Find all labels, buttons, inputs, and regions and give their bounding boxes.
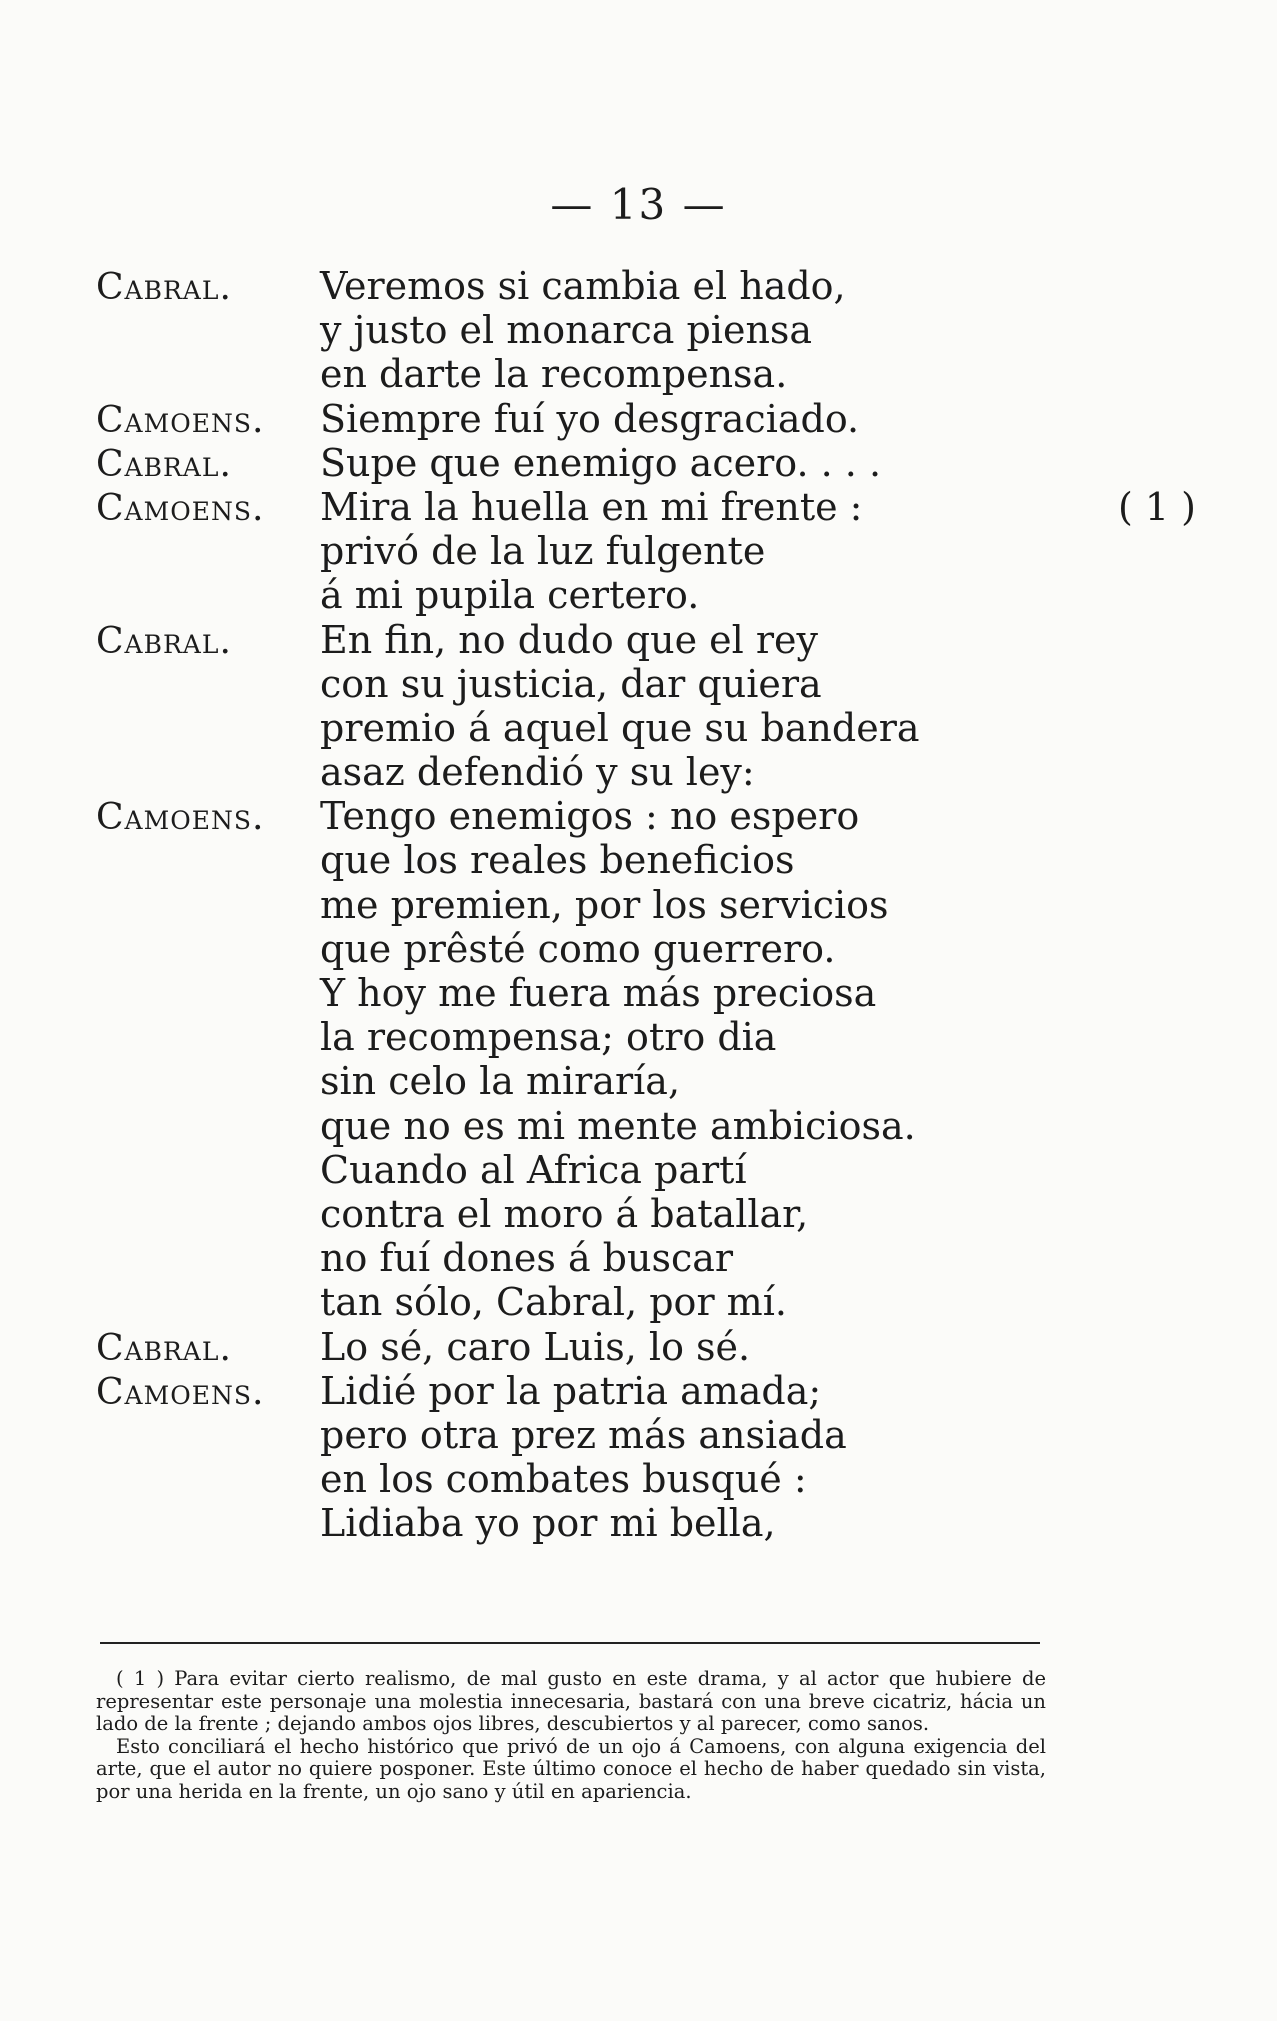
- verse-line: no fuí dones á buscar: [320, 1236, 734, 1281]
- footnotes: [96, 1668, 1046, 1803]
- footnote-1-continuation: Esto conciliará el hecho histórico que privó de un ojo á Camoens, con alguna exigencia del arte, que el autor no quiere posponer. Este último conoce el hecho de haber quedado sin vista, por una herida en la frente, un ojo sano y útil en apariencia.: [96, 1734, 1046, 1803]
- dialogue-line: [96, 794, 1196, 838]
- speaker-name: Camoens.: [96, 797, 265, 839]
- dialogue-line: [96, 706, 1196, 750]
- verse-line: que prêsté como guerrero.: [320, 926, 836, 971]
- dialogue-line: [96, 1369, 1196, 1413]
- speaker-name: Cabral.: [96, 443, 232, 485]
- verse-line: en darte la recompensa.: [320, 352, 788, 397]
- verse-line: Cuando al Africa partí: [320, 1147, 747, 1192]
- verse-line: Supe que enemigo acero. . . .: [320, 440, 882, 485]
- dialogue-line: [96, 397, 1196, 441]
- verse-line: contra el moro á batallar,: [320, 1191, 809, 1236]
- dialogue-line: [96, 485, 1196, 529]
- dialogue-line: [96, 1280, 1196, 1324]
- verse-line: Veremos si cambia el hado,: [320, 264, 846, 308]
- speaker-name: Camoens.: [96, 399, 265, 441]
- dialogue-line: [96, 529, 1196, 573]
- dialogue-line: [96, 573, 1196, 617]
- dialogue-line: [96, 1413, 1196, 1457]
- dialogue-line: [96, 927, 1196, 971]
- verse-line: que los reales beneficios: [320, 838, 795, 883]
- verse-line: Mira la huella en mi frente :: [320, 484, 863, 529]
- verse-line: en los combates busqué :: [320, 1457, 807, 1502]
- dialogue-line: [96, 1148, 1196, 1192]
- speaker-name: Camoens.: [96, 1371, 265, 1413]
- dialogue-line: [96, 441, 1196, 485]
- dialogue-line: [96, 1015, 1196, 1059]
- verse-line: que no es mi mente ambiciosa.: [320, 1103, 916, 1148]
- dialogue-line: [96, 264, 1196, 308]
- speaker-name: Cabral.: [96, 620, 232, 662]
- dialogue-line: [96, 971, 1196, 1015]
- speaker-name: Camoens.: [96, 487, 265, 529]
- page-number: — 13 —: [550, 180, 727, 229]
- dialogue-line: [96, 1104, 1196, 1148]
- dialogue-line: [96, 838, 1196, 882]
- dialogue-line: [96, 1501, 1196, 1545]
- dialogue-line: [96, 1192, 1196, 1236]
- verse-line: y justo el monarca piensa: [320, 308, 813, 353]
- speaker-name: Cabral.: [96, 1327, 232, 1369]
- speaker-name: Cabral.: [96, 267, 232, 308]
- verse-line: privó de la luz fulgente: [320, 529, 766, 574]
- verse-line: sin celo la miraría,: [320, 1059, 681, 1104]
- footnote-1: ( 1 ) Para evitar cierto realismo, de mal gusto en este drama, y al actor que hubiere de representar este personaje una molestia innecesaria, bastará con una breve cicatriz, hácia un lado de la frente ; dejando ambos ojos libres, descubiertos y al parecer, como sanos.: [96, 1667, 1046, 1735]
- dialogue: [96, 264, 1196, 1545]
- verse-line: Siempre fuí yo desgraciado.: [320, 396, 860, 441]
- footnote-reference: ( 1 ): [1118, 484, 1196, 529]
- dialogue-line: [96, 1325, 1196, 1369]
- dialogue-line: [96, 883, 1196, 927]
- dialogue-line: [96, 308, 1196, 352]
- verse-line: Tengo enemigos : no espero: [320, 794, 860, 839]
- verse-line: premio á aquel que su bandera: [320, 705, 920, 750]
- verse-line: con su justicia, dar quiera: [320, 661, 822, 706]
- verse-line: tan sólo, Cabral, por mí.: [320, 1280, 787, 1325]
- verse-line: á mi pupila certero.: [320, 573, 700, 618]
- verse-line: la recompensa; otro dia: [320, 1015, 777, 1060]
- verse-line: pero otra prez más ansiada: [320, 1412, 847, 1457]
- verse-line: asaz defendió y su ley:: [320, 750, 755, 795]
- footnote-rule: [100, 1642, 1040, 1644]
- dialogue-line: [96, 1236, 1196, 1280]
- verse-line: Lidié por la patria amada;: [320, 1368, 822, 1413]
- dialogue-line: [96, 1059, 1196, 1103]
- dialogue-line: [96, 352, 1196, 396]
- verse-line: me premien, por los servicios: [320, 882, 889, 927]
- dialogue-line: [96, 1457, 1196, 1501]
- dialogue-line: [96, 618, 1196, 662]
- verse-line: Lidiaba yo por mi bella,: [320, 1501, 776, 1546]
- dialogue-line: [96, 662, 1196, 706]
- dialogue-line: [96, 750, 1196, 794]
- verse-line: Lo sé, caro Luis, lo sé.: [320, 1324, 751, 1369]
- verse-line: En fin, no dudo que el rey: [320, 617, 818, 662]
- verse-line: Y hoy me fuera más preciosa: [320, 971, 877, 1015]
